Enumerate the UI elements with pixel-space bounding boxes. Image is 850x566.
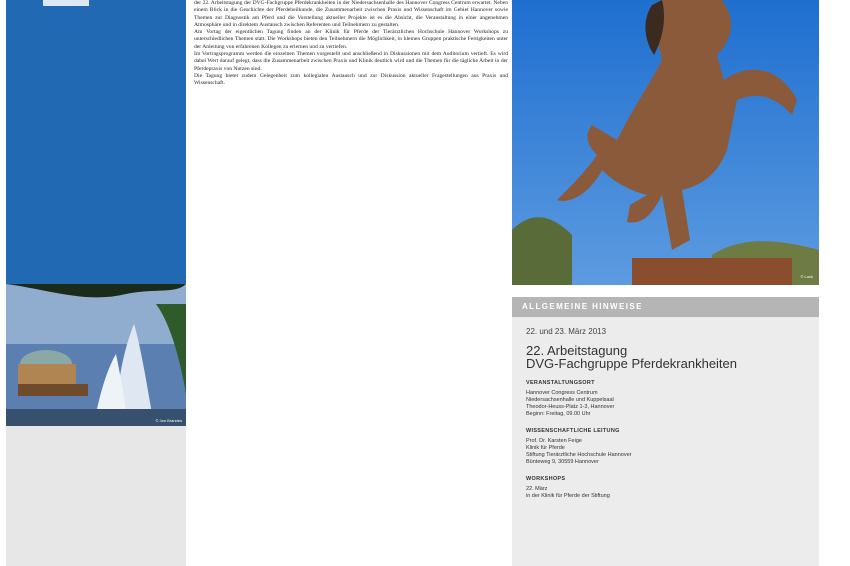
organizer-line: Bünteweg 9, 30559 Hannover (526, 459, 599, 465)
info-header: ALLGEMEINE HINWEISE (512, 297, 819, 317)
workshops-heading: WORKSHOPS (526, 476, 566, 482)
left-blue-panel (6, 0, 186, 284)
article-paragraph: der 22. Arbeitstagung der DVG-Fachgruppe Pferdekrankheiten in der Niedersachsenhalle des Hannover Congress Centrum erwartet. Neben einem Blick in die Geschichte der Pferdeheilkunde, die Zusammenarbeit zwischen Praxis und Wissenschaft im Gebiet Hannover sowie Themen zur Diagnostik am Pferd und die Vorstellung aktueller Projekte ist es die Absicht, die Veranstaltung in einer angenehmen Atmosphäre und in direktem Austausch zwischen Referenten und Teilnehmern zu gestalten. (194, 0, 508, 28)
workshops-line: in der Klinik für Pferde der Stiftung (526, 493, 610, 499)
horse-credit: © Luck (800, 274, 813, 279)
organizer-heading: WISSENSCHAFTLICHE LEITUNG (526, 428, 620, 434)
venue-line: Theodor-Heuss-Platz 1-3, Hannover (526, 404, 615, 410)
article-paragraph: Die Tagung bietet zudem Gelegenheit zum kollegialen Austausch und zur Diskussion aktueller Fragestellungen aus Praxis und Wissenschaft. (194, 72, 508, 87)
workshops-section (526, 476, 819, 500)
organizer-line: Prof. Dr. Karsten Feige (526, 438, 582, 444)
venue-line: Beginn: Freitag, 09.00 Uhr (526, 411, 591, 417)
workshops-line: 22. März (526, 486, 548, 492)
venue-heading: VERANSTALTUNGSORT (526, 380, 595, 386)
venue-line: Niedersachsenhalle und Kuppelsaal (526, 397, 614, 403)
info-box (512, 297, 819, 566)
event-title-line: DVG-Fachgruppe Pferdekrankheiten (526, 356, 738, 371)
left-grey-panel (6, 426, 186, 566)
event-title-line: 22. Arbeitstagung (526, 343, 628, 358)
article-body (194, 0, 508, 566)
organizer-section (526, 428, 819, 466)
venue-line: Hannover Congress Centrum (526, 390, 598, 396)
horse-sculpture-photo (512, 0, 819, 285)
venue-section (526, 380, 819, 418)
page-margin (819, 0, 850, 566)
fountain-photo (6, 284, 186, 426)
event-title (526, 344, 819, 370)
organizer-line: Stiftung Tierärztliche Hochschule Hannover (526, 452, 632, 458)
event-date: 22. und 23. März 2013 (526, 327, 607, 336)
fountain-credit: © Jan Brandes (155, 418, 182, 423)
organizer-line: Klinik für Pferde (526, 445, 565, 451)
article-paragraph: Im Vortragsprogramm werden die einzelnen Themen vorgestellt und anschließend in Diskussionen mit dem Auditorium vertieft. Es wird dabei Wert darauf gelegt, dass die Zusammenarbeit zwischen Praxis und Klinik deutlich wird und die Themen für die tägliche Arbeit in der Pferdepraxis von Nutzen sind. (194, 51, 508, 72)
logo-mark (43, 0, 89, 6)
article-paragraph: Am Vortag der eigentlichen Tagung finden an der Klinik für Pferde der Tierärztlichen Hochschule Hannover Workshops zu unterschiedlichen Themen statt. Die Workshops bieten den Teilnehmern die Möglichkeit, in kleinen Gruppen praktische Fertigkeiten unter der Anleitung von erfahrenen Kollegen zu erlernen und zu vertiefen. (194, 29, 508, 50)
